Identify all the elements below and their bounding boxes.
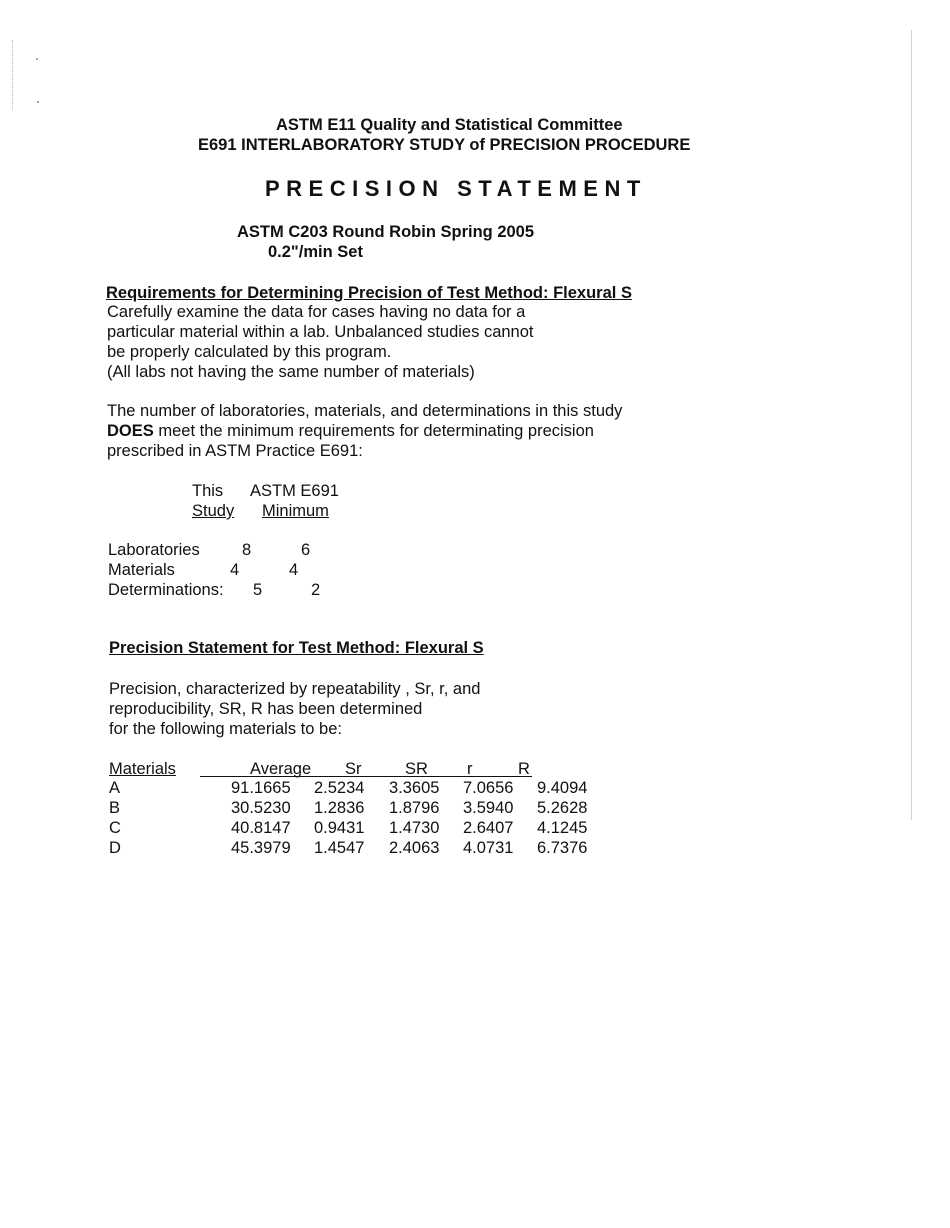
- scan-edge-right: [911, 30, 912, 820]
- cell-average: 40.8147: [231, 819, 291, 837]
- min-table-minimum: 4: [289, 561, 299, 579]
- precision-heading: Precision Statement for Test Method: Flexural S: [109, 639, 484, 657]
- min-table-minimum: 6: [301, 541, 311, 559]
- study-title: ASTM C203 Round Robin Spring 2005: [237, 223, 535, 241]
- requirements-line: be properly calculated by this program.: [107, 343, 392, 361]
- cell-r: 4.0731: [463, 839, 514, 857]
- cell-material: C: [109, 819, 121, 837]
- cell-SR: 3.3605: [389, 779, 440, 797]
- cell-r: 2.6407: [463, 819, 514, 837]
- cell-R: 4.1245: [537, 819, 588, 837]
- cell-r: 3.5940: [463, 799, 514, 817]
- min-table-label: Laboratories: [108, 541, 200, 559]
- cell-SR: 1.4730: [389, 819, 440, 837]
- cell-R: 6.7376: [537, 839, 588, 857]
- table-row-A: [0, 778, 950, 798]
- min-table-study: 5: [253, 581, 263, 599]
- page-title: PRECISION STATEMENT: [265, 176, 647, 201]
- col-header-sr: Sr: [345, 760, 362, 778]
- cell-SR: 1.8796: [389, 799, 440, 817]
- requirements-line: Carefully examine the data for cases having no data for a: [107, 303, 526, 321]
- scan-speck: [37, 101, 39, 103]
- col-header-r: r: [467, 760, 473, 778]
- precision-line: for the following materials to be:: [109, 720, 342, 738]
- requirements-line: particular material within a lab. Unbalanced studies cannot: [107, 323, 534, 341]
- table-row-B: [0, 798, 950, 818]
- cell-average: 91.1665: [231, 779, 291, 797]
- cell-sr: 0.9431: [314, 819, 365, 837]
- cell-R: 9.4094: [537, 779, 588, 797]
- min-table-col2-top: ASTM E691: [250, 482, 339, 500]
- cell-SR: 2.4063: [389, 839, 440, 857]
- requirements-line: (All labs not having the same number of materials): [107, 363, 475, 381]
- min-table-col2-bottom: Minimum: [262, 502, 329, 520]
- scan-speck: [36, 58, 38, 60]
- precision-paragraph: [109, 679, 480, 739]
- statement-line: [107, 421, 622, 441]
- does-emphasis: DOES: [107, 422, 154, 440]
- requirements-statement: [107, 401, 622, 461]
- statement-line: prescribed in ASTM Practice E691:: [107, 442, 363, 460]
- min-table-study: 4: [230, 561, 240, 579]
- col-header-average: Average: [250, 760, 312, 778]
- cell-sr: 1.2836: [314, 799, 365, 817]
- table-row-C: [0, 818, 950, 838]
- cell-R: 5.2628: [537, 799, 588, 817]
- min-table-label: Materials: [108, 561, 175, 579]
- min-table-study: 8: [242, 541, 252, 559]
- cell-material: B: [109, 799, 121, 817]
- statement-line-rest: meet the minimum requirements for determinating precision: [153, 422, 594, 440]
- cell-material: A: [109, 779, 121, 797]
- col-header-materials: Materials: [109, 760, 176, 778]
- cell-average: 30.5230: [231, 799, 291, 817]
- procedure-title: E691 INTERLABORATORY STUDY of PRECISION PROCEDURE: [198, 136, 691, 154]
- min-table-label: Determinations:: [108, 581, 224, 599]
- min-table-col1-bottom: Study: [192, 502, 235, 520]
- precision-line: reproducibility, SR, R has been determined: [109, 700, 423, 718]
- col-header-R: R: [518, 760, 530, 778]
- cell-material: D: [109, 839, 121, 857]
- cell-average: 45.3979: [231, 839, 291, 857]
- set-title: 0.2"/min Set: [268, 243, 363, 261]
- cell-sr: 1.4547: [314, 839, 365, 857]
- col-header-SR: SR: [405, 760, 428, 778]
- table-row-D: [0, 838, 950, 858]
- requirements-heading: Requirements for Determining Precision of Test Method: Flexural S: [106, 284, 632, 302]
- min-table-col1-top: This: [192, 482, 224, 500]
- requirements-paragraph: [107, 302, 534, 382]
- scan-edge-left: [12, 40, 13, 110]
- min-table-minimum: 2: [311, 581, 321, 599]
- committee-title: ASTM E11 Quality and Statistical Committee: [276, 116, 623, 134]
- cell-sr: 2.5234: [314, 779, 365, 797]
- cell-r: 7.0656: [463, 779, 514, 797]
- precision-line: Precision, characterized by repeatability , Sr, r, and: [109, 680, 481, 698]
- statement-line: The number of laboratories, materials, and determinations in this study: [107, 402, 623, 420]
